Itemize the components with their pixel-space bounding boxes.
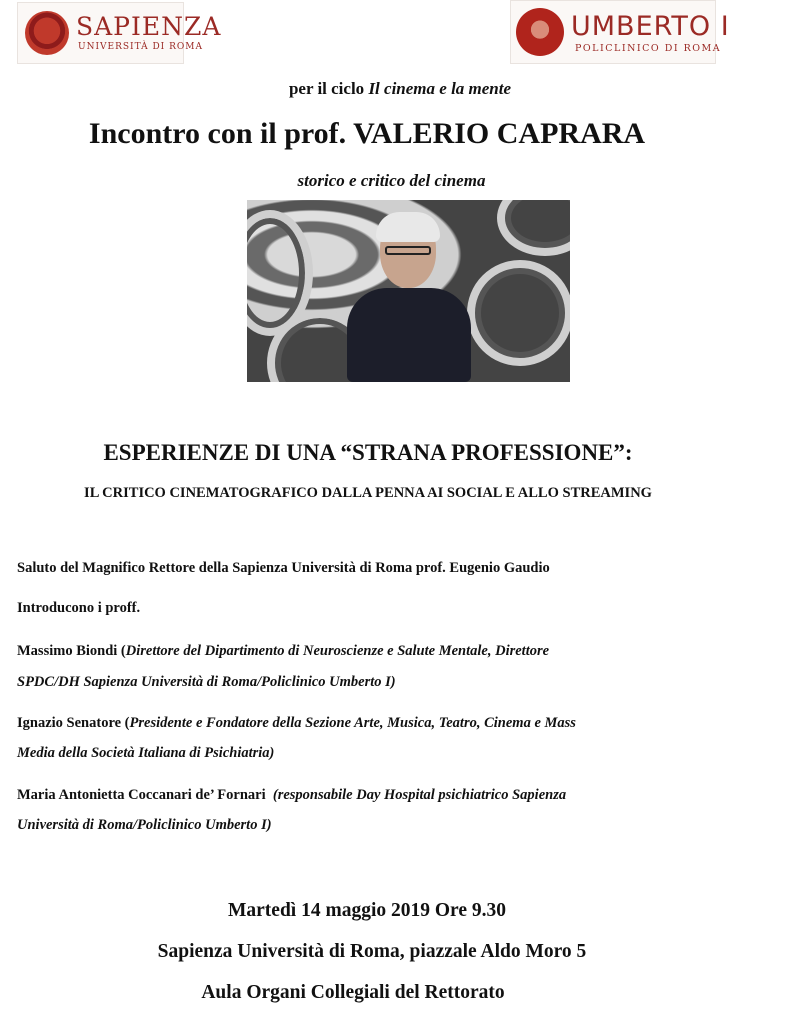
umberto-logo <box>510 0 730 64</box>
event-location: Sapienza Università di Roma, piazzale Aldo Moro 5 <box>157 941 587 962</box>
umberto-logo-name: UMBERTO I <box>571 11 730 42</box>
speaker-biondi-line2: SPDC/DH Sapienza Università di Roma/Policlinico Umberto I) <box>17 674 396 690</box>
speaker-senatore-line2: Media della Società Italiana di Psichiatria) <box>17 745 275 761</box>
speaker-subtitle: storico e critico del cinema <box>297 171 486 190</box>
umberto-logo-sub: POLICLINICO DI ROMA <box>575 43 722 54</box>
umberto-seal-icon <box>516 8 564 56</box>
speaker-biondi-line1: Massimo Biondi (Direttore del Dipartimento di Neuroscienze e Salute Mentale, Direttore <box>17 643 550 659</box>
speaker-coccanari-line1: Maria Antonietta Coccanari de’ Fornari (responsabile Day Hospital psichiatrico Sapienza <box>17 787 567 803</box>
speaker-photo <box>247 200 570 382</box>
rector-greeting: Saluto del Magnifico Rettore della Sapienza Università di Roma prof. Eugenio Gaudio <box>17 560 550 576</box>
series-name: Il cinema e la mente <box>368 79 512 98</box>
series-prefix: per il ciclo <box>288 79 369 98</box>
speaker-senatore-line1: Ignazio Senatore (Presidente e Fondatore della Sezione Arte, Musica, Teatro, Cinema e Mass <box>17 715 576 731</box>
sapienza-logo-name: SAPIENZA <box>76 12 222 41</box>
intro-line: Introducono i proff. <box>17 600 141 616</box>
event-room: Aula Organi Collegiali del Rettorato <box>201 982 505 1003</box>
sapienza-seal-icon <box>25 11 69 55</box>
sapienza-logo <box>17 2 222 64</box>
sapienza-logo-sub: UNIVERSITÀ DI ROMA <box>78 42 203 52</box>
page-title: Incontro con il prof. VALERIO CAPRARA <box>88 117 646 150</box>
topic-subheadline: IL CRITICO CINEMATOGRAFICO DALLA PENNA AI SOCIAL E ALLO STREAMING <box>84 485 652 501</box>
topic-headline: ESPERIENZE DI UNA “STRANA PROFESSIONE”: <box>103 440 633 465</box>
series-line <box>0 79 800 99</box>
speaker-coccanari-line2: Università di Roma/Policlinico Umberto I) <box>17 817 272 833</box>
event-datetime: Martedì 14 maggio 2019 Ore 9.30 <box>227 900 506 921</box>
